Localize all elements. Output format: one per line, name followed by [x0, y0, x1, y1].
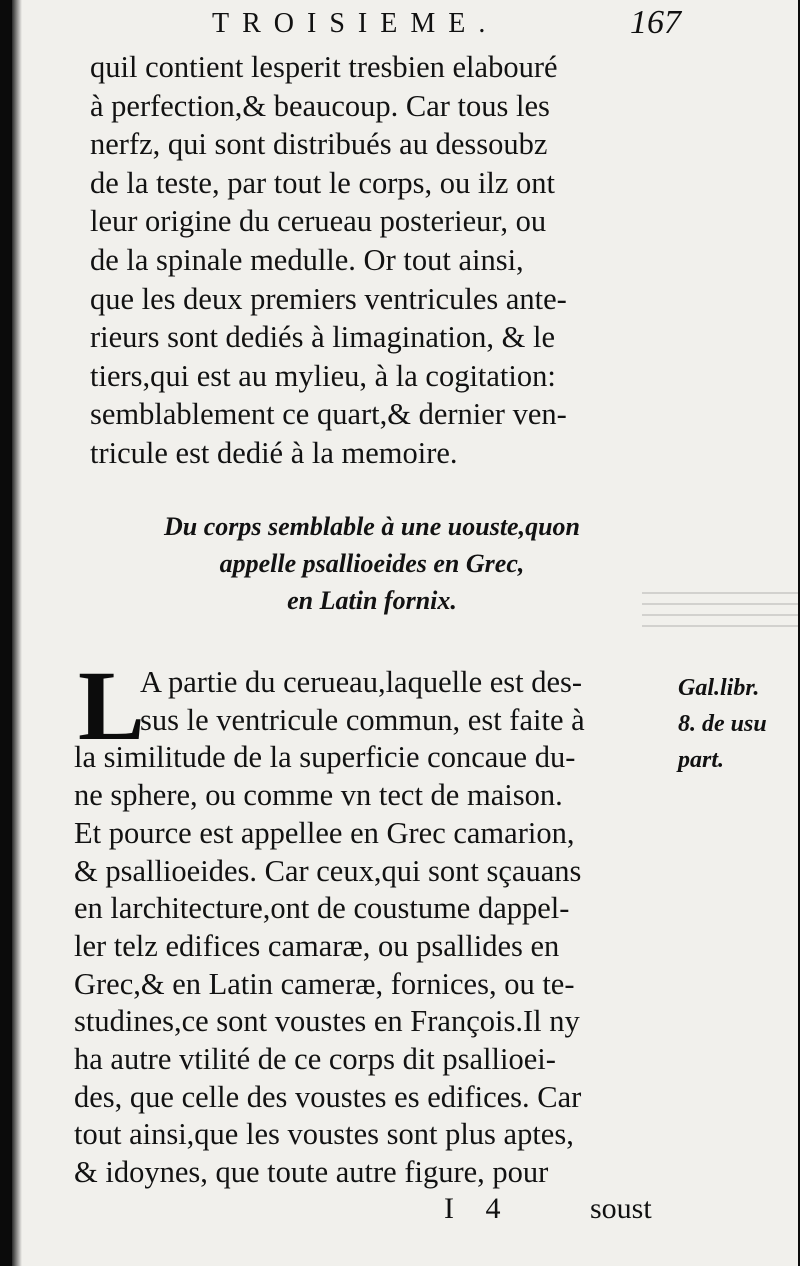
text-line: Grec,& en Latin cameræ, fornices, ou te-: [74, 966, 575, 1001]
text-line: & idoynes, que toute autre figure, pour: [74, 1155, 549, 1190]
marginal-line: Gal.libr.: [678, 675, 760, 701]
text-line: rieurs sont dediés à limagination, & le: [90, 320, 556, 355]
paragraph-one: [90, 48, 650, 473]
text-line: en larchitecture,ont de coustume dappel-: [74, 891, 570, 926]
marginal-line: 8. de usu: [678, 711, 767, 737]
text-line: des, que celle des voustes es edifices. Car: [74, 1079, 582, 1114]
text-line: ler telz edifices camaræ, ou psallides en: [74, 928, 560, 963]
text-line: studines,ce sont voustes en François.Il ny: [74, 1004, 580, 1039]
drop-cap: L: [78, 650, 145, 761]
catchword: soust: [590, 1192, 652, 1225]
text-line: Et pource est appellee en Grec camarion,: [74, 815, 575, 850]
running-title: TROISIEME.: [212, 8, 499, 39]
text-line: tricule est dedié à la memoire.: [90, 435, 458, 470]
text-line: nerfz, qui sont distribués au dessoubz: [90, 127, 548, 162]
signature-mark: I 4: [444, 1192, 513, 1225]
text-line: de la teste, par tout le corps, ou ilz ont: [90, 165, 555, 200]
page-edge-shadow: [12, 0, 22, 1266]
text-line: tout ainsi,que les voustes sont plus aptes,: [74, 1117, 574, 1152]
text-line: leur origine du cerueau posterieur, ou: [90, 204, 547, 239]
text-line: que les deux premiers ventricules ante-: [90, 281, 567, 316]
text-line: tiers,qui est au mylieu, à la cogitation:: [90, 358, 556, 393]
text-line: ne sphere, ou comme vn tect de maison.: [74, 778, 563, 813]
heading-line: Du corps semblable à une uouste,quon: [163, 512, 581, 541]
marginal-note: [678, 670, 767, 778]
text-line: & psallioeides. Car ceux,qui sont sçauans: [74, 853, 582, 888]
bleed-through-text: [642, 592, 798, 652]
text-line: de la spinale medulle. Or tout ainsi,: [90, 242, 524, 277]
text-line: sus le ventricule commun, est faite à: [140, 702, 585, 737]
text-line: quil contient lesperit tresbien elabouré: [90, 50, 558, 84]
marginal-line: part.: [678, 747, 725, 773]
page-number: 167: [630, 4, 681, 41]
text-line: à perfection,& beaucoup. Car tous les: [90, 88, 550, 123]
paragraph-two: [74, 650, 674, 1192]
text-line: ha autre vtilité de ce corps dit psallioei-: [74, 1042, 556, 1077]
text-line: la similitude de la superficie concaue du-: [74, 740, 576, 775]
heading-line: en Latin fornix.: [287, 586, 457, 615]
text-line: A partie du cerueau,laquelle est des-: [140, 665, 583, 699]
book-page: [12, 0, 798, 1266]
section-heading: [92, 508, 652, 619]
heading-line: appelle psallioeides en Grec,: [219, 549, 525, 578]
text-line: semblablement ce quart,& dernier ven-: [90, 397, 567, 432]
